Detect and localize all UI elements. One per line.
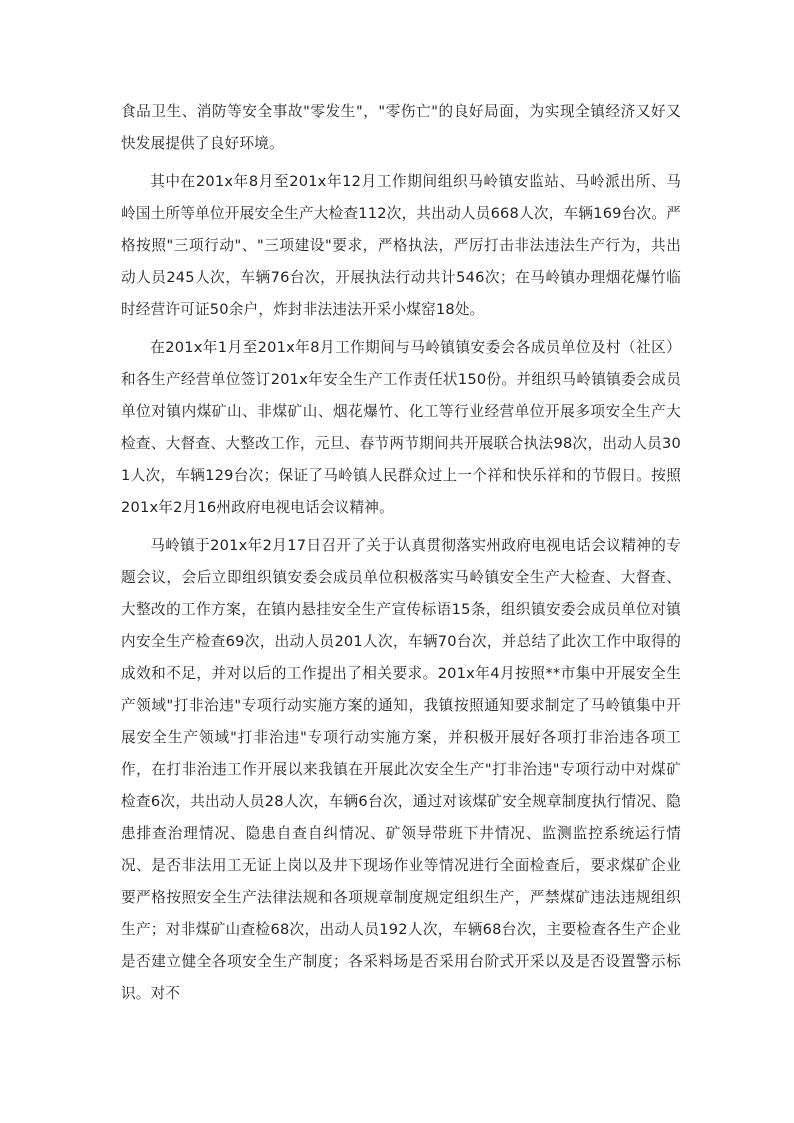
paragraph-1: 食品卫生、消防等安全事故"零发生"，"零伤亡"的良好局面，为实现全镇经济又好又快发展提供了良好环境。: [121, 103, 681, 152]
document-body: [121, 96, 681, 1010]
paragraph-2: 其中在201x年8月至201x年12月工作期间组织马岭镇安监站、马岭派出所、马岭国土所等单位开展安全生产大检查112次，共出动人员668人次，车辆169台次。严格按照"三项行动"、"三项建设"要求，严格执法，严厉打击非法违法生产行为，共出动人员245人次，车辆76台次，开展执法行动共计546次；在马岭镇办理烟花爆竹临时经营许可证50余户，炸封非法违法开采小煤窑18处。: [121, 173, 681, 318]
paragraph-4: 马岭镇于201x年2月17日召开了关于认真贯彻落实州政府电视电话会议精神的专题会议，会后立即组织镇安委会成员单位积极落实马岭镇安全生产大检查、大督查、大整改的工作方案，在镇内悬挂安全生产宣传标语15条，组织镇安委会成员单位对镇内安全生产检查69次，出动人员201人次，车辆70台次，并总结了此次工作中取得的成效和不足，并对以后的工作提出了相关要求。201x年4月按照**市集中开展安全生产领域"打非治违"专项行动实施方案的通知，我镇按照通知要求制定了马岭镇集中开展安全生产领域"打非治违"专项行动实施方案，并积极开展好各项打非治违各项工作，在打非治违工作开展以来我镇在开展此次安全生产"打非治违"专项行动中对煤矿检查6次，共出动人员28人次，车辆6台次，通过对该煤矿安全规章制度执行情况、隐患排查治理情况、隐患自查自纠情况、矿领导带班下井情况、监测监控系统运行情况、是否非法用工无证上岗以及井下现场作业等情况进行全面检查后，要求煤矿企业要严格按照安全生产法律法规和各项规章制度规定组织生产，严禁煤矿违法违规组织生产；对非煤矿山查检68次，出动人员192人次，车辆68台次，主要检查各生产企业是否建立健全各项安全生产制度；各采料场是否采用台阶式开采以及是否设置警示标识。对不: [121, 537, 681, 1002]
paragraph-3: 在201x年1月至201x年8月工作期间与马岭镇镇安委会各成员单位及村（社区）和各生产经营单位签订201x年安全生产工作责任状150份。并组织马岭镇镇委会成员单位对镇内煤矿山、非煤矿山、烟花爆竹、化工等行业经营单位开展多项安全生产大检查、大督查、大整改工作，元旦、春节两节期间共开展联合执法98次，出动人员301人次，车辆129台次；保证了马岭镇人民群众过上一个祥和快乐祥和的节假日。按照201x年2月16州政府电视电话会议精神。: [121, 339, 681, 516]
